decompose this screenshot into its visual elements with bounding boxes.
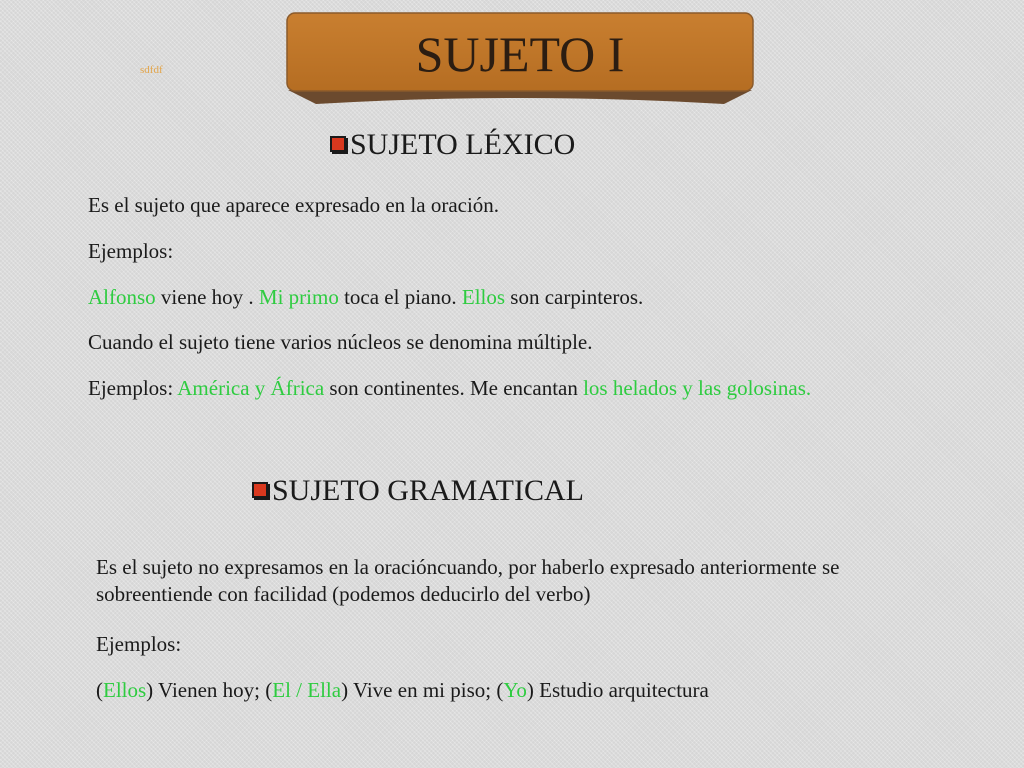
multiple-subject-note: Cuando el sujeto tiene varios núcleos se denomina múltiple. bbox=[88, 330, 593, 354]
gramatical-example-line bbox=[96, 677, 709, 704]
example-text: ) Vienen hoy; ( bbox=[146, 678, 273, 702]
multiple-examples-line bbox=[88, 375, 888, 402]
subject-highlight: Alfonso bbox=[88, 285, 156, 309]
lexico-example-line bbox=[88, 284, 643, 311]
subject-highlight: Ellos bbox=[461, 285, 506, 309]
section-heading-gramatical-text: SUJETO GRAMATICAL bbox=[272, 474, 584, 507]
example-text: viene hoy . bbox=[155, 285, 259, 309]
slide-link[interactable]: sdfdf bbox=[140, 64, 163, 76]
lexico-definition: Es el sujeto que aparece expresado en la oración. bbox=[88, 193, 500, 217]
checkbox-bullet-icon bbox=[330, 136, 346, 152]
example-text: son carpinteros. bbox=[505, 285, 644, 309]
section-heading-lexico bbox=[330, 128, 575, 162]
title-banner bbox=[286, 12, 754, 102]
example-text: son continentes. Me encantan bbox=[324, 376, 584, 400]
example-text: ( bbox=[96, 678, 103, 702]
example-label: Ejemplos: bbox=[88, 376, 178, 400]
example-text: ) Estudio arquitectura bbox=[526, 678, 709, 702]
subject-highlight: América y África bbox=[177, 376, 325, 400]
slide-title: SUJETO I bbox=[415, 26, 625, 82]
gramatical-examples-label: Ejemplos: bbox=[96, 632, 182, 656]
subject-highlight: los helados y las golosinas. bbox=[583, 376, 812, 400]
subject-highlight: Ellos bbox=[103, 678, 147, 702]
section-heading-lexico-text: SUJETO LÉXICO bbox=[350, 128, 576, 161]
example-text: toca el piano. bbox=[338, 285, 462, 309]
checkbox-bullet-icon bbox=[252, 482, 268, 498]
subject-highlight: El / Ella bbox=[272, 678, 342, 702]
section-heading-gramatical bbox=[252, 474, 584, 508]
example-text: ) Vive en mi piso; ( bbox=[341, 678, 504, 702]
lexico-examples-label: Ejemplos: bbox=[88, 239, 174, 263]
subject-highlight: Mi primo bbox=[258, 285, 339, 309]
subject-highlight: Yo bbox=[503, 678, 527, 702]
gramatical-definition: Es el sujeto no expresamos en la oracióncuando, por haberlo expresado anteriormente se sobreentiende con facilidad (podemos deducirlo del verbo) bbox=[96, 555, 840, 606]
